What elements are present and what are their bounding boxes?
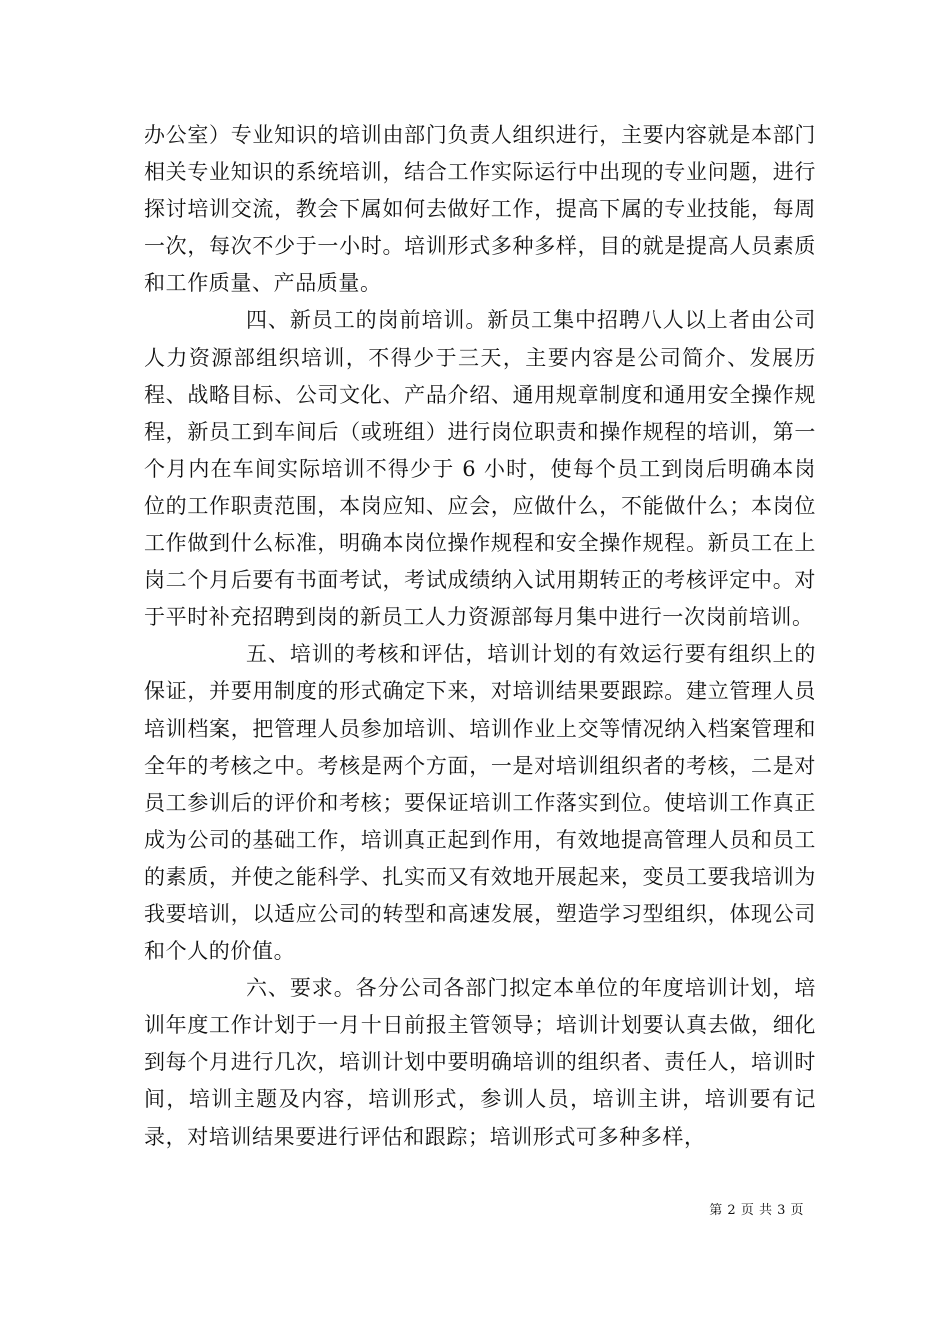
paragraph-1: 办公室）专业知识的培训由部门负责人组织进行，主要内容就是本部门相关专业知识的系统培训，结合工作实际运行中出现的专业问题，进行探讨培训交流，教会下属如何去做好工作，提高下属的专业技能，每周一次，每次不少于一小时。培训形式多种多样，目的就是提高人员素质和工作质量、产品质量。: [144, 123, 816, 296]
paragraph-3: 五、培训的考核和评估，培训计划的有效运行要有组织上的保证，并要用制度的形式确定下来，对培训结果要跟踪。建立管理人员培训档案，把管理人员参加培训、培训作业上交等情况纳入档案管理和全年的考核之中。考核是两个方面，一是对培训组织者的考核，二是对员工参训后的评价和考核；要保证培训工作落实到位。使培训工作真正成为公司的基础工作，培训真正起到作用，有效地提高管理人员和员工的素质，并使之能科学、扎实而又有效地开展起来，变员工要我培训为我要培训，以适应公司的转型和高速发展，塑造学习型组织，体现公司和个人的价值。: [144, 642, 816, 964]
body-text: [144, 117, 816, 1156]
page-number-footer: 第 2 页 共 3 页: [709, 1203, 804, 1218]
paragraph-4: 六、要求。各分公司各部门拟定本单位的年度培训计划，培训年度工作计划于一月十日前报主管领导；培训计划要认真去做，细化到每个月进行几次，培训计划中要明确培训的组织者、责任人，培训时间，培训主题及内容，培训形式，参训人员，培训主讲，培训要有记录，对培训结果要进行评估和跟踪；培训形式可多种多样，: [144, 976, 816, 1149]
paragraph-2: 四、新员工的岗前培训。新员工集中招聘八人以上者由公司人力资源部组织培训，不得少于三天，主要内容是公司简介、发展历程、战略目标、公司文化、产品介绍、通用规章制度和通用安全操作规程，新员工到车间后（或班组）进行岗位职责和操作规程的培训，第一个月内在车间实际培训不得少于 6 小时，使每个员工到岗后明确本岗位的工作职责范围，本岗应知、应会，应做什么，不能做什么；本岗位工作做到什么标准，明确本岗位操作规程和安全操作规程。新员工在上岗二个月后要有书面考试，考试成绩纳入试用期转正的考核评定中。对于平时补充招聘到岗的新员工人力资源部每月集中进行一次岗前培训。: [144, 308, 816, 630]
